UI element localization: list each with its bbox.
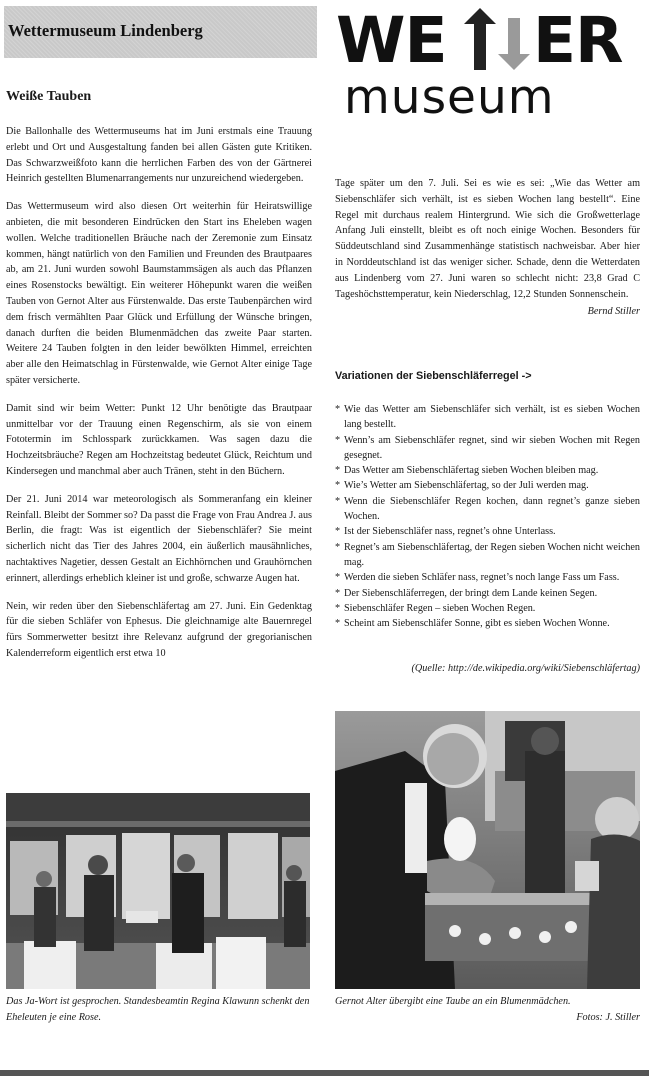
photo-caption-left: Das Ja-Wort ist gesprochen. Standesbeamtin Regina Klawunn schenkt den Eheleuten je eine Rose. [6, 996, 310, 1023]
article-paragraph: Die Ballonhalle des Wettermuseums hat im Juni erstmals eine Trauung erlebt und Ort und Ausgestaltung fanden bei allen Gästen gute Kritiken. Das Schwarzweißfoto kann die herrlichen Farben des von der Gärtnerei Heinrich gestellten Blumenarrangements nur unzureichend wiedergeben. [6, 126, 312, 185]
variations-list [335, 402, 640, 631]
logo-text-we: WE [336, 4, 447, 77]
article-paragraph: Damit sind wir beim Wetter: Punkt 12 Uhr benötigte das Brautpaar unmittelbar vor der Trauung einen Regenschirm, als sie von einem Fototermin im Schlosspark zurückkamen. Was sagen dazu die Hochzeitsbräuche? Regen am Hochzeitstag bedeutet Glück, Reichtum und Kindersegen und manchmal aber auch Tränen, steht in den Büchern. [6, 402, 312, 477]
article-paragraph: Das Wettermuseum wird also diesen Ort weiterhin für Heiratswillige anbieten, die mit besonderen Eindrücken den Start ins Eheleben wagen wollen. Welche traditionellen Bräuche nach der Zeremonie zum Einsatz kommen, hängt natürlich von den Familien und Freunden des Brautpaares ab, am 21. Juni wurden sowohl Baumstammsägen als auch das Pflanzen eines Rosenstocks bewältigt. Ein weiterer Höhepunkt waren die weißen Tauben von Gernot Alter aus Fürstenwalde. Das erste Taubenpärchen wird dem frisch vermählten Paar Glück und Erfüllung der Wünsche bringen, danach durften die beiden Blumenmädchen das zweite Paar starten. Weitere 24 Tauben folgten in den leider bewölkten Himmel, erreichten aber alle den Heimatschlag in Fürstenwalde, wie Gernot Alter einige Tage später versicherte. [6, 201, 312, 386]
list-item: * Siebenschläfer Regen – sieben Wochen Regen. [335, 601, 640, 616]
list-item: * Wenn’s am Siebenschläfer regnet, sind wir sieben Wochen mit Regen gesegnet. [335, 433, 640, 464]
section-header [4, 6, 317, 58]
photo-credit: Fotos: J. Stiller [576, 1011, 640, 1023]
list-item: * Das Wetter am Siebenschläfertag sieben Wochen bleiben mag. [335, 463, 640, 478]
article-column-right [335, 176, 640, 332]
list-item: * Wenn die Siebenschläfer Regen kochen, dann regnet’s ganze sieben Wochen. [335, 494, 640, 525]
section-title: Wettermuseum Lindenberg [8, 21, 203, 40]
article-column-left [6, 124, 312, 674]
list-item: * Ist der Siebenschläfer nass, regnet’s ohne Unterlass. [335, 524, 640, 539]
list-item: * Wie’s Wetter am Siebenschläfertag, so der Juli werden mag. [335, 478, 640, 493]
list-item: * Der Siebenschläferregen, der bringt dem Lande keinen Segen. [335, 586, 640, 601]
caption-text: Gernot Alter übergibt eine Taube an ein Blumenmädchen. [335, 996, 571, 1007]
article-paragraph: Tage später um den 7. Juli. Sei es wie es sei: „Wie das Wetter am Siebenschläfer sich verhält, ist es sieben Wochen lang bestellt“. Eine Regel mit durchaus realem Hintergrund. Wie sich die Großwetterlage Anfang Juli einstellt, bleibt es oft noch einige Wochen. Besonders für Süddeutschland sind Zusammenhänge statistisch nachweisbar. Aber hier in Norddeutschland ist das weniger sicher. Schade, denn die Wetterdaten aus Lindenberg vom 27. Juni waren so schlecht nicht: 23,8 Grad C Tageshöchsttemperatur, kein Niederschlag, 12,2 Stunden Sonnenschein. [335, 178, 640, 300]
logo-text-museum: museum [344, 70, 555, 125]
article-paragraph: Nein, wir reden über den Siebenschläfertag am 27. Juni. Ein Gedenktag für die sieben Schläfer von Ephesus. Die gleichnamige alte Bauernregel fürs Sommerwetter besitzt ihre Relevanz aufgrund der gregorianischen Kalenderreform eigentlich erst etwa 10 [6, 600, 312, 659]
variations-heading: Variationen der Siebenschläferregel -> [335, 370, 532, 382]
list-item: * Scheint am Siebenschläfer Sonne, gibt es sieben Wochen Wonne. [335, 616, 640, 631]
dove-photo [335, 711, 640, 989]
article-paragraph: Der 21. Juni 2014 war meteorologisch als Sommeranfang ein kleiner Reinfall. Bleibt der Sommer so? Da passt die Frage von Frau Andrea J. aus Berlin, die fragt: Was ist eigentlich der Siebenschläfer? Sie meint sicherlich nicht das Tier des Jahres 2004, ein äußerlich mausähnliches, nachtaktives Nagetier, dessen Gestalt an Eichhörnchen und Grauhörnchen erinnert, allerdings erheblich kleiner ist und große, schwarze Augen hat. [6, 493, 312, 584]
photo-caption-right [335, 994, 640, 1025]
logo-arrows-icon [464, 8, 534, 74]
list-item: * Wie das Wetter am Siebenschläfer sich verhält, ist es sieben Wochen lang bestellt. [335, 402, 640, 433]
logo-text-er: ER [533, 4, 623, 77]
list-item: * Werden die sieben Schläfer nass, regnet’s noch lange Fass um Fass. [335, 570, 640, 585]
source-note: (Quelle: http://de.wikipedia.org/wiki/Siebenschläfertag) [411, 663, 640, 674]
page-divider [0, 1070, 649, 1076]
author-signature: Bernd Stiller [587, 306, 640, 318]
museum-logo [336, 6, 641, 126]
article-heading: Weiße Tauben [6, 89, 92, 104]
wedding-photo [6, 793, 310, 989]
list-item: * Regnet’s am Siebenschläfertag, der Regen sieben Wochen nicht weichen mag. [335, 540, 640, 571]
